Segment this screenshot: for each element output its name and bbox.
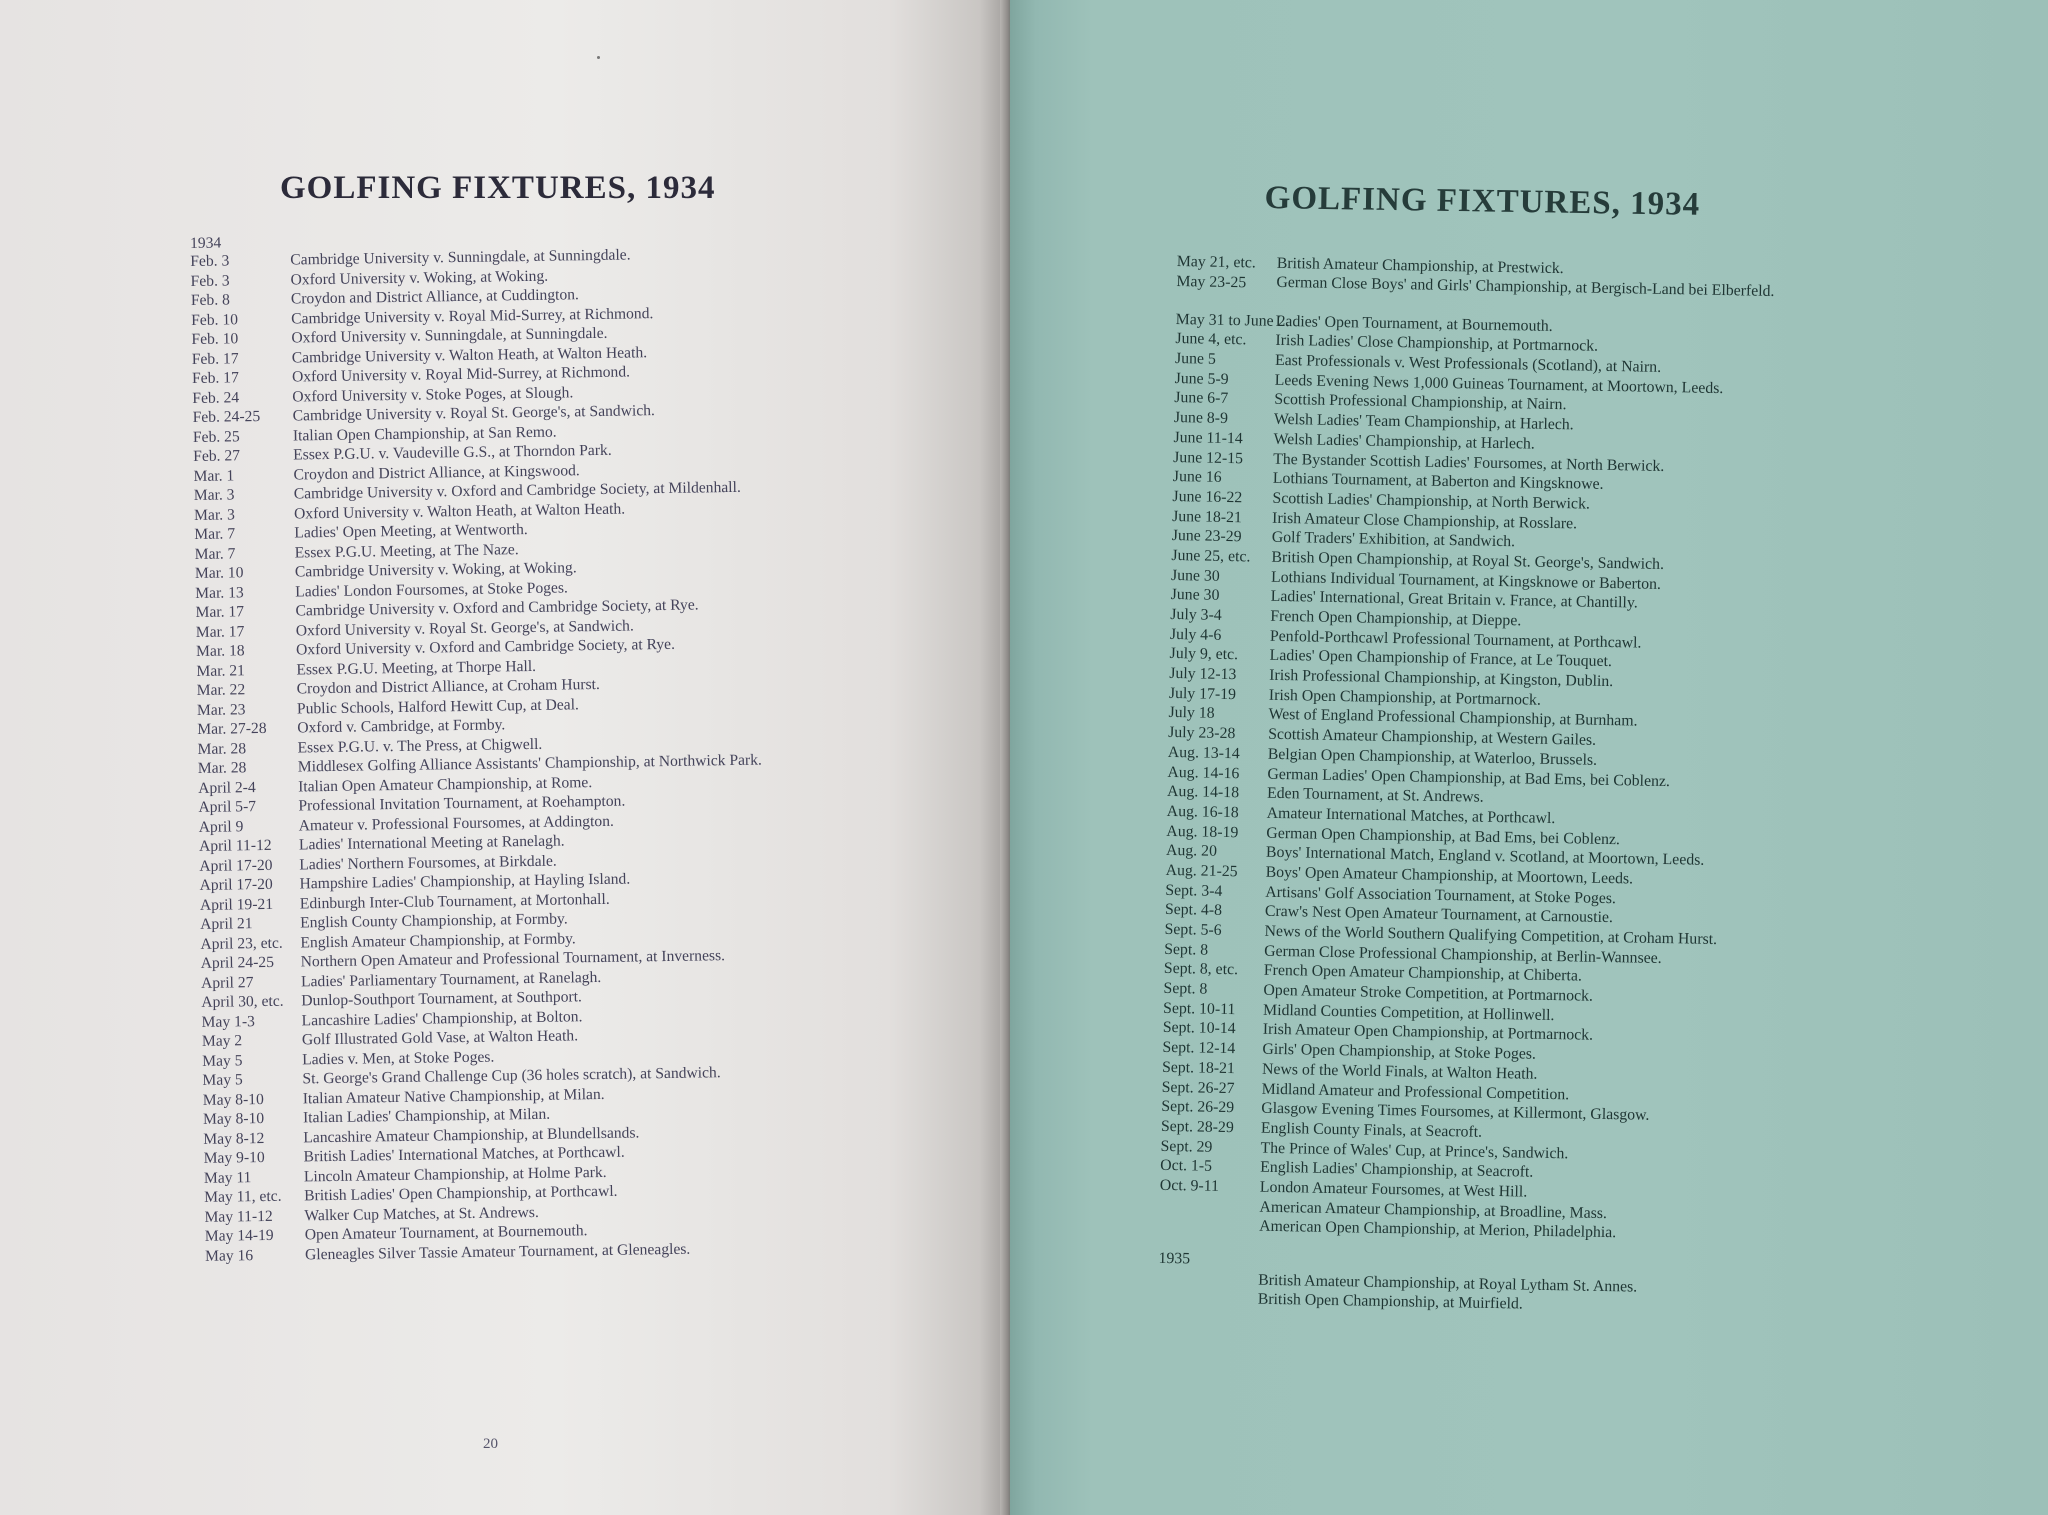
fixture-event: Artisans' Golf Association Tournament, at Stoke Poges. <box>1265 883 1617 907</box>
fixture-event: Belgian Open Championship, at Waterloo, Brussels. <box>1267 745 1598 769</box>
fixture-date: Mar. 28 <box>197 759 247 777</box>
fixture-date: April 19-21 <box>199 895 274 914</box>
fixture-event: Penfold-Porthcawl Professional Tournament, at Porthcawl. <box>1269 627 1642 652</box>
fixture-event: Cambridge University v. Oxford and Cambridge Society, at Rye. <box>295 596 699 620</box>
fixture-date: May 11-12 <box>204 1207 273 1226</box>
fixture-event: Welsh Ladies' Team Championship, at Harlech. <box>1273 410 1574 434</box>
fixture-event: English Ladies' Championship, at Seacroft. <box>1260 1158 1534 1181</box>
fixture-event: Irish Open Championship, at Portmarnock. <box>1268 686 1542 709</box>
fixture-date: June 25, etc. <box>1171 546 1251 566</box>
fixture-date: May 1-3 <box>201 1012 256 1031</box>
fixture-date: May 16 <box>204 1246 254 1265</box>
fixture-event: Amateur International Matches, at Porthcawl. <box>1266 804 1556 827</box>
fixture-event: Welsh Ladies' Championship, at Harlech. <box>1273 430 1535 453</box>
fixture-date: June 16 <box>1172 468 1222 487</box>
fixture-date: Feb. 3 <box>190 252 230 270</box>
fixture-date: May 5 <box>202 1051 243 1070</box>
fixture-date: May 31 to June 2. <box>1175 310 1290 330</box>
fixture-event: German Close Boys' and Girls' Championship, at Bergisch-Land bei Elberfeld. <box>1276 273 1775 300</box>
fixture-date: Mar. 7 <box>194 525 236 543</box>
fixture-event: London Amateur Foursomes, at West Hill. <box>1259 1178 1528 1201</box>
fixture-date: Aug. 14-18 <box>1166 783 1240 802</box>
fixture-event: Croydon and District Alliance, at Cuddington. <box>290 286 579 308</box>
fixture-event: Ladies' London Foursomes, at Stoke Poges. <box>295 578 568 600</box>
fixture-event: Cambridge University v. Woking, at Woking. <box>294 559 577 581</box>
fixture-event: Essex P.G.U. v. Vaudeville G.S., at Thorndon Park. <box>293 441 612 464</box>
fixture-date: Sept. 12-14 <box>1162 1038 1236 1058</box>
fixture-event: Italian Open Championship, at San Remo. <box>292 423 557 444</box>
fixture-date: Mar. 10 <box>194 564 244 582</box>
fixture-event: Leeds Evening News 1,000 Guineas Tournament, at Moortown, Leeds. <box>1274 371 1724 397</box>
fixture-event: Ladies' Open Championship of France, at Le Touquet. <box>1269 647 1613 671</box>
fixture-date: Sept. 10-14 <box>1162 1019 1236 1038</box>
fixture-event: English Amateur Championship, at Formby. <box>300 929 576 951</box>
fixture-date: Sept. 5-6 <box>1164 920 1222 939</box>
fixture-event: Ladies' International Meeting at Ranelagh. <box>298 832 565 854</box>
fixture-date: June 12-15 <box>1173 448 1244 467</box>
fixture-date: June 30 <box>1170 566 1220 585</box>
fixture-date: May 21, etc. <box>1176 252 1256 272</box>
fixture-date: Aug. 16-18 <box>1166 802 1239 822</box>
fixture-event: Boys' International Match, England v. Scotland, at Moortown, Leeds. <box>1265 843 1705 870</box>
fixture-event: English County Finals, at Seacroft. <box>1260 1119 1483 1141</box>
fixture-date: April 21 <box>200 915 253 933</box>
fixture-date: Sept. 26-29 <box>1161 1098 1235 1117</box>
fixture-date: Aug. 20 <box>1165 842 1218 861</box>
fixture-date: June 6-7 <box>1174 389 1229 408</box>
fixture-date: Mar. 18 <box>195 642 245 660</box>
page-title: GOLFING FIXTURES, 1934 <box>280 170 716 206</box>
fixture-date: Feb. 10 <box>191 310 239 329</box>
fixture-event: Ladies' Open Meeting, at Wentworth. <box>294 521 528 542</box>
fixture-event: Oxford v. Cambridge, at Formby. <box>297 716 506 737</box>
fixture-event: British Open Championship, at Muirfield. <box>1257 1291 1523 1313</box>
fixture-date: May 8-12 <box>203 1129 265 1148</box>
fixture-date: Feb. 17 <box>191 349 239 368</box>
fixture-event: German Open Championship, at Bad Ems, bei Coblenz. <box>1266 824 1621 848</box>
fixture-event: Italian Amateur Native Championship, at Milan. <box>302 1085 605 1107</box>
fixture-event: Midland Amateur and Professional Competition. <box>1261 1080 1570 1103</box>
fixture-event: Scottish Ladies' Championship, at North Berwick. <box>1272 489 1591 513</box>
fixture-event: Glasgow Evening Times Foursomes, at Killermont, Glasgow. <box>1261 1099 1650 1124</box>
fixture-date: April 17-20 <box>199 856 273 875</box>
fixture-date: Mar. 21 <box>196 661 246 680</box>
page-title: GOLFING FIXTURES, 1934 <box>1264 180 1701 223</box>
fixture-event: Edinburgh Inter-Club Tournament, at Mortonhall. <box>299 890 610 912</box>
fixture-date: Feb. 24-25 <box>192 407 261 426</box>
fixture-date: Oct. 1-5 <box>1160 1157 1213 1176</box>
fixture-event: Golf Traders' Exhibition, at Sandwich. <box>1271 529 1516 551</box>
fixture-date: April 9 <box>198 817 244 836</box>
fixture-date: Sept. 18-21 <box>1161 1058 1236 1078</box>
fixture-event: British Amateur Championship, at Prestwick. <box>1276 254 1564 278</box>
fixture-list <box>190 229 925 1266</box>
fixture-date: Mar. 23 <box>196 700 246 719</box>
fixture-date: Feb. 17 <box>191 369 239 387</box>
fixture-date: Mar. 3 <box>193 505 235 524</box>
fixture-event: Irish Amateur Open Championship, at Portmarnock. <box>1262 1021 1594 1045</box>
fixture-date: July 18 <box>1168 704 1215 723</box>
fixture-event: Oxford University v. Oxford and Cambridge Society, at Rye. <box>295 635 676 659</box>
fixture-event: East Professionals v. West Professionals (Scotland), at Nairn. <box>1274 351 1662 376</box>
fixture-event: St. George's Grand Challenge Cup (36 holes scratch), at Sandwich. <box>302 1064 721 1088</box>
fixture-event: British Ladies' International Matches, at Porthcawl. <box>303 1143 625 1166</box>
fixture-event: Irish Professional Championship, at Kingston, Dublin. <box>1269 666 1614 691</box>
fixture-date: Sept. 4-8 <box>1164 901 1223 920</box>
fixture-date: Oct. 9-11 <box>1159 1176 1220 1195</box>
fixture-event: Ladies' International, Great Britain v. France, at Chantilly. <box>1270 588 1638 612</box>
fixture-event: Cambridge University v. Royal Mid-Surrey, at Richmond. <box>291 304 654 328</box>
fixture-date: May 11 <box>203 1168 252 1187</box>
fixture-event: Ladies v. Men, at Stoke Poges. <box>302 1048 495 1068</box>
page-number: 20 <box>483 1436 498 1452</box>
fixture-event: Oxford University v. Royal St. George's, at Sandwich. <box>295 616 634 639</box>
fixture-event: Essex P.G.U. v. The Press, at Chigwell. <box>297 735 543 756</box>
fixture-date: Sept. 8 <box>1163 979 1208 998</box>
fixture-event: Ladies' Open Tournament, at Bournemouth. <box>1275 312 1553 335</box>
fixture-event: English County Championship, at Formby. <box>300 910 568 932</box>
fixture-event: West of England Professional Championship, at Burnham. <box>1268 706 1638 730</box>
fixture-date: Sept. 8 <box>1164 940 1209 959</box>
fixture-event: German Close Professional Championship, at Berlin-Wannsee. <box>1264 942 1662 967</box>
fixture-date: Aug. 13-14 <box>1167 743 1240 763</box>
fixture-event: Eden Tournament, at St. Andrews. <box>1266 784 1484 806</box>
year-label: 1935 <box>1158 1249 1191 1268</box>
paper-speck <box>597 56 600 59</box>
fixture-date: Sept. 10-11 <box>1162 999 1236 1018</box>
fixture-date: Mar. 17 <box>195 603 245 621</box>
fixture-event: Lancashire Ladies' Championship, at Bolton. <box>301 1007 583 1029</box>
fixture-event: Boys' Open Amateur Championship, at Moortown, Leeds. <box>1265 863 1634 888</box>
fixture-event: Ladies' Northern Foursomes, at Birkdale. <box>299 852 557 873</box>
fixture-date: June 18-21 <box>1172 507 1243 526</box>
fixture-date: June 5 <box>1174 350 1217 368</box>
fixture-date: April 2-4 <box>198 778 256 797</box>
fixture-date: April 5-7 <box>198 798 257 816</box>
fixture-event: Public Schools, Halford Hewitt Cup, at Deal. <box>296 695 580 717</box>
fixture-event: Cambridge University v. Royal St. George's, at Sandwich. <box>292 402 655 425</box>
fixture-event: German Ladies' Open Championship, at Bad Ems, bei Coblenz. <box>1267 765 1671 790</box>
fixture-date: Feb. 24 <box>192 388 240 407</box>
fixture-event: British Amateur Championship, at Royal Lytham St. Annes. <box>1258 1271 1638 1296</box>
fixture-date: April 27 <box>200 973 254 992</box>
fixture-date: July 4-6 <box>1169 625 1222 644</box>
fixture-date: Sept. 28-29 <box>1160 1117 1234 1137</box>
fixture-event: Dunlop-Southport Tournament, at Southport. <box>301 988 582 1010</box>
fixture-event: Oxford University v. Sunningdale, at Sunningdale. <box>291 324 608 347</box>
fixture-date: June 30 <box>1170 586 1220 605</box>
fixture-date: June 23-29 <box>1171 527 1242 546</box>
fixture-event: Craw's Nest Open Amateur Tournament, at Carnoustie. <box>1264 903 1614 927</box>
fixture-event: Lancashire Amateur Championship, at Blundellsands. <box>303 1123 640 1146</box>
fixture-date: Sept. 8, etc. <box>1163 960 1239 979</box>
fixture-event: Open Amateur Tournament, at Bournemouth. <box>304 1222 588 1244</box>
fixture-event: Golf Illustrated Gold Vase, at Walton Heath. <box>301 1027 579 1049</box>
fixture-date: April 11-12 <box>198 836 272 855</box>
fixture-event: Walker Cup Matches, at St. Andrews. <box>304 1203 539 1224</box>
fixture-event: News of the World Finals, at Walton Heath. <box>1261 1060 1538 1083</box>
fixture-event: American Open Championship, at Merion, Philadelphia. <box>1259 1217 1617 1242</box>
fixture-event: Oxford University v. Stoke Poges, at Slough. <box>292 383 574 405</box>
fixture-date: June 5-9 <box>1174 369 1229 388</box>
right-page <box>1010 0 2048 1515</box>
fixture-event: Middlesex Golfing Alliance Assistants' Championship, at Northwick Park. <box>297 751 762 776</box>
fixture-date: April 23, etc. <box>200 934 283 953</box>
fixture-event: Ladies' Parliamentary Tournament, at Ranelagh. <box>300 968 602 990</box>
fixture-date: May 11, etc. <box>204 1187 282 1206</box>
fixture-date: April 17-20 <box>199 875 273 894</box>
fixture-date: Feb. 10 <box>191 330 239 348</box>
fixture-event: Irish Amateur Close Championship, at Rosslare. <box>1271 509 1578 532</box>
fixture-date: May 14-19 <box>204 1226 274 1245</box>
fixture-date: Mar. 28 <box>197 739 247 758</box>
fixture-event: Scottish Amateur Championship, at Western Gailes. <box>1268 725 1597 749</box>
fixture-event: Essex P.G.U. Meeting, at The Naze. <box>294 540 519 561</box>
fixture-date: Feb. 25 <box>192 427 240 446</box>
fixture-event: Lothians Individual Tournament, at Kingsknowe or Baberton. <box>1270 568 1662 593</box>
fixture-event: Croydon and District Alliance, at Croham Hurst. <box>296 675 600 698</box>
fixture-date: Mar. 27-28 <box>197 719 267 738</box>
fixture-date: Aug. 14-16 <box>1167 763 1240 782</box>
fixture-date: Aug. 18-19 <box>1166 822 1239 841</box>
fixture-date: Feb. 8 <box>190 291 231 309</box>
fixture-date: Mar. 1 <box>193 466 235 485</box>
fixture-date: July 17-19 <box>1168 684 1237 703</box>
fixture-date: April 24-25 <box>200 953 275 972</box>
fixture-date: May 23-25 <box>1176 272 1247 291</box>
fixture-date: Mar. 13 <box>195 583 244 602</box>
fixture-date: May 2 <box>201 1032 243 1050</box>
fixture-date: Mar. 17 <box>195 622 245 641</box>
fixture-date: July 23-28 <box>1168 724 1236 743</box>
fixture-event: Italian Ladies' Championship, at Milan. <box>302 1105 551 1127</box>
fixture-event: Scottish Professional Championship, at Nairn. <box>1274 391 1567 414</box>
fixture-date: Sept. 3-4 <box>1165 881 1223 900</box>
fixture-date: Sept. 26-27 <box>1161 1078 1235 1097</box>
fixture-event: British Open Championship, at Royal St. George's, Sandwich. <box>1271 548 1665 573</box>
fixture-event: Girls' Open Championship, at Stoke Poges. <box>1262 1040 1537 1063</box>
fixture-date: June 11-14 <box>1173 428 1243 448</box>
fixture-event: Cambridge University v. Oxford and Cambridge Society, at Mildenhall. <box>293 478 741 503</box>
fixture-event: Open Amateur Stroke Competition, at Portmarnock. <box>1263 981 1594 1005</box>
fixture-event: Irish Ladies' Close Championship, at Portmarnock. <box>1275 332 1599 356</box>
fixture-date: July 12-13 <box>1169 664 1237 684</box>
fixture-event: Amateur v. Professional Foursomes, at Addington. <box>298 812 614 834</box>
fixture-event: French Open Championship, at Dieppe. <box>1270 607 1522 630</box>
fixture-date: Mar. 7 <box>194 544 236 563</box>
fixture-date: June 4, etc. <box>1175 330 1247 349</box>
fixture-event: French Open Amateur Championship, at Chiberta. <box>1263 962 1583 985</box>
fixture-event: Oxford University v. Royal Mid-Surrey, at Richmond. <box>291 363 631 386</box>
fixture-date: May 5 <box>202 1071 243 1089</box>
fixture-event: Croydon and District Alliance, at Kingswood. <box>293 461 580 483</box>
left-page <box>0 0 1010 1515</box>
year-label: 1934 <box>189 234 222 252</box>
fixture-date: Mar. 22 <box>196 681 246 699</box>
fixture-event: Italian Open Amateur Championship, at Rome. <box>297 773 593 795</box>
fixture-event: Lothians Tournament, at Baberton and Kingsknowe. <box>1272 469 1604 494</box>
fixture-event: Gleneagles Silver Tassie Amateur Tournament, at Gleneagles. <box>304 1240 691 1263</box>
fixture-event: Cambridge University v. Sunningdale, at Sunningdale. <box>290 246 631 269</box>
fixture-event: News of the World Southern Qualifying Competition, at Croham Hurst. <box>1264 922 1718 949</box>
fixture-date: Aug. 21-25 <box>1165 861 1238 881</box>
fixture-event: Essex P.G.U. Meeting, at Thorpe Hall. <box>296 657 537 678</box>
fixture-event: Lincoln Amateur Championship, at Holme Park. <box>303 1163 607 1185</box>
fixture-event: Oxford University v. Woking, at Woking. <box>290 267 549 289</box>
fixture-event: Professional Invitation Tournament, at Roehampton. <box>298 792 626 815</box>
fixture-event: The Bystander Scottish Ladies' Foursomes, at North Berwick. <box>1273 450 1665 475</box>
fixture-date: June 8-9 <box>1173 409 1229 428</box>
fixture-date: June 16-22 <box>1172 487 1243 507</box>
fixture-list <box>1158 252 1937 1322</box>
fixture-date: Mar. 3 <box>193 486 235 504</box>
fixture-date: Sept. 29 <box>1160 1137 1213 1156</box>
fixture-event: Midland Counties Competition, at Hollinwell. <box>1262 1001 1555 1024</box>
fixture-event: Hampshire Ladies' Championship, at Hayling Island. <box>299 870 631 893</box>
fixture-date: May 9-10 <box>203 1148 265 1167</box>
fixture-event: The Prince of Wales' Cup, at Prince's, Sandwich. <box>1260 1139 1569 1162</box>
fixture-event: American Amateur Championship, at Broadline, Mass. <box>1259 1198 1608 1222</box>
fixture-event: Oxford University v. Walton Heath, at Walton Heath. <box>293 500 626 522</box>
fixture-event: British Ladies' Open Championship, at Porthcawl. <box>304 1182 618 1205</box>
fixture-date: July 9, etc. <box>1169 645 1239 664</box>
fixture-date: May 8-10 <box>202 1109 265 1128</box>
fixture-date: July 3-4 <box>1170 605 1222 624</box>
fixture-date: April 30, etc. <box>201 992 284 1011</box>
fixture-date: Feb. 27 <box>193 447 241 465</box>
fixture-date: May 8-10 <box>202 1090 264 1109</box>
fixture-event: Cambridge University v. Walton Heath, at Walton Heath. <box>291 343 648 367</box>
fixture-event: Northern Open Amateur and Professional Tournament, at Inverness. <box>300 947 726 971</box>
fixture-date: Feb. 3 <box>190 271 230 290</box>
